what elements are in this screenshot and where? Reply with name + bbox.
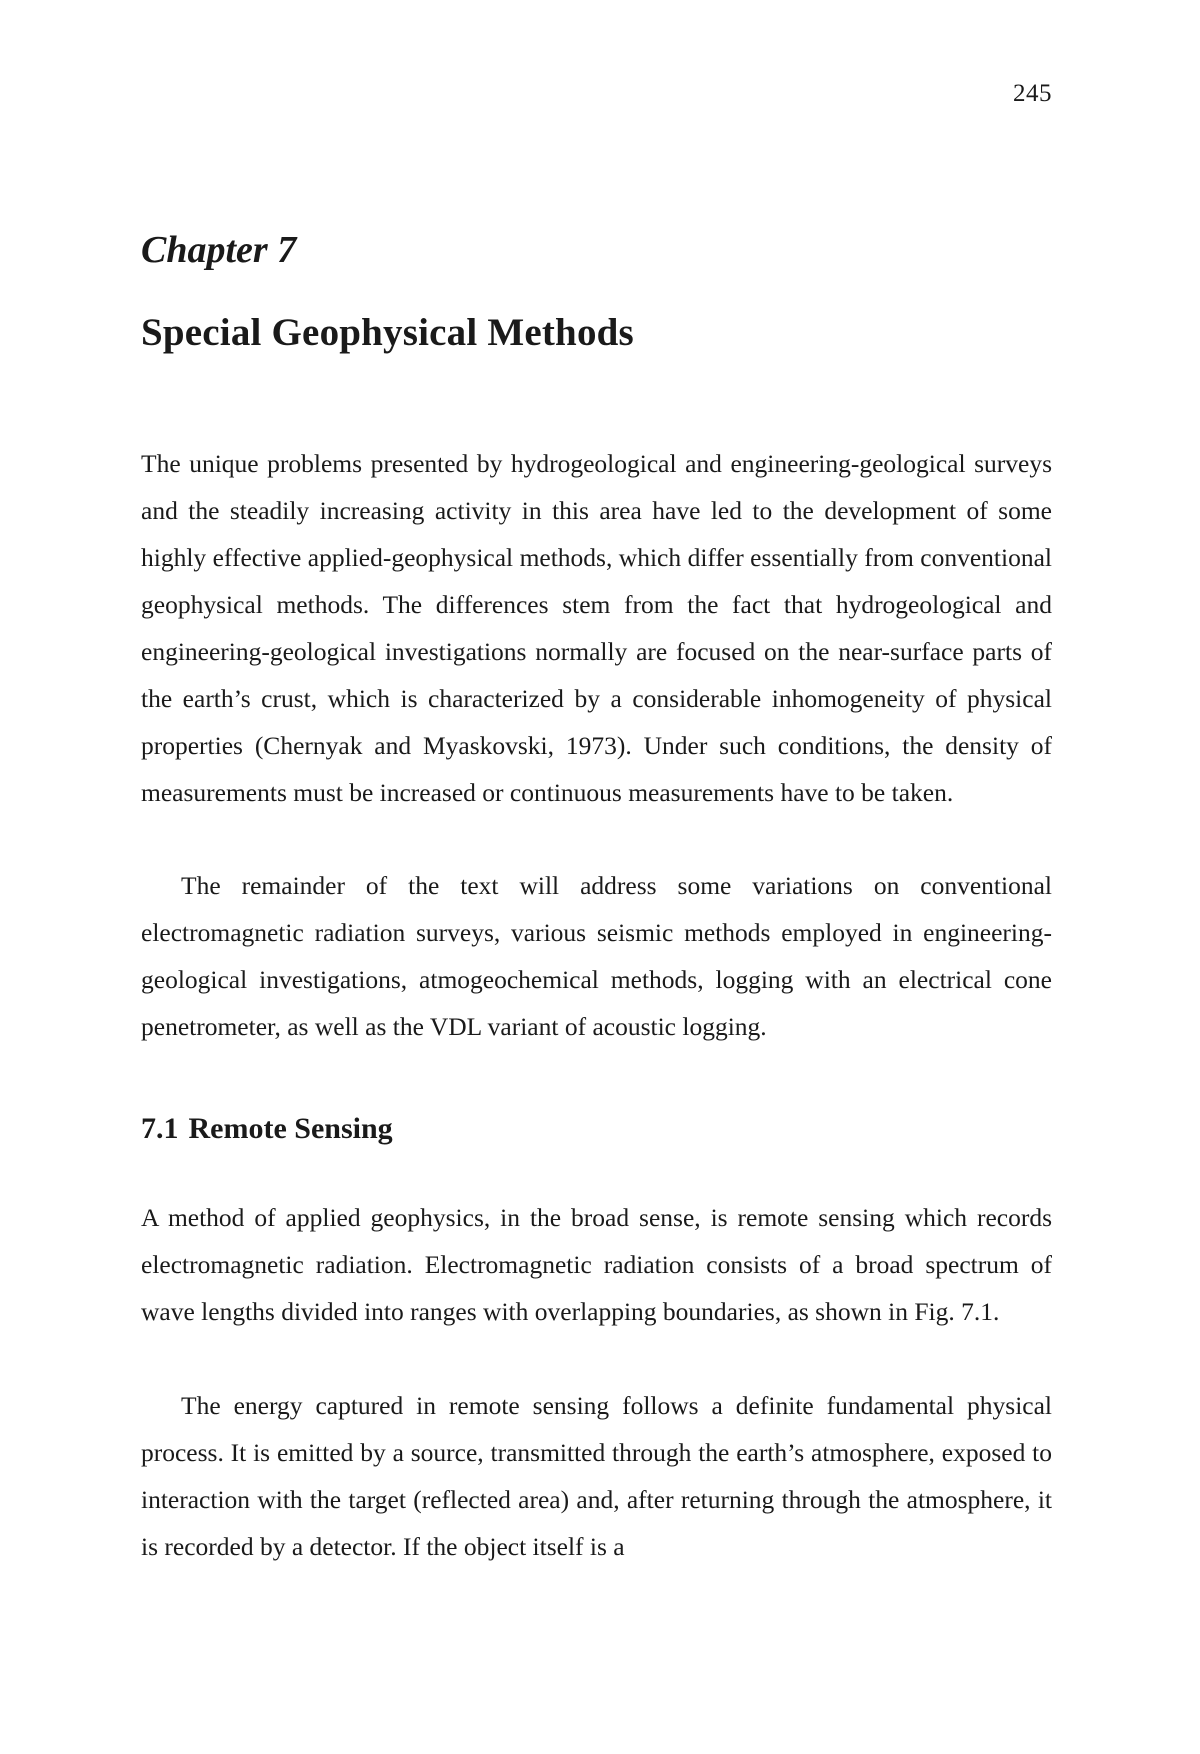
chapter-label: Chapter 7: [141, 229, 297, 271]
page-number: 245: [1013, 80, 1052, 107]
chapter-title: Special Geophysical Methods: [141, 311, 634, 354]
intro-paragraph-2: The remainder of the text will address some variations on conventional electromagnetic radiation surveys, various seismic methods employed in engineering-geological investigations, atmogeochemical methods, logging with an electrical cone penetrometer, as well as the VDL variant of acoustic logging.: [141, 871, 1052, 1041]
section-paragraph-1: A method of applied geophysics, in the broad sense, is remote sensing which records electromagnetic radiation. Electromagnetic radiation consists of a broad spectrum of wave lengths divided into ranges with overlapping boundaries, as shown in Fig. 7.1.: [141, 1203, 1052, 1326]
section-number: 7.1: [141, 1112, 179, 1145]
section-paragraph-2: The energy captured in remote sensing follows a definite fundamental physical process. It is emitted by a source, transmitted through the earth’s atmosphere, exposed to interaction with the target (reflected area) and, after returning through the atmosphere, it is recorded by a detector. If the object itself is a: [141, 1391, 1052, 1561]
intro-paragraph-1: The unique problems presented by hydrogeological and engineering-geological surveys and the steadily increasing activity in this area have led to the development of some highly effective applied-geophysical methods, which differ essentially from conventional geophysical methods. The differences stem from the fact that hydrogeological and engineering-geological investigations normally are focused on the near-surface parts of the earth’s crust, which is characterized by a considerable inhomogeneity of physical properties (Chernyak and Myaskovski, 1973). Under such conditions, the density of measurements must be increased or continuous measurements have to be taken.: [141, 449, 1052, 807]
section-heading: [141, 1112, 393, 1146]
section-title: Remote Sensing: [188, 1112, 393, 1145]
